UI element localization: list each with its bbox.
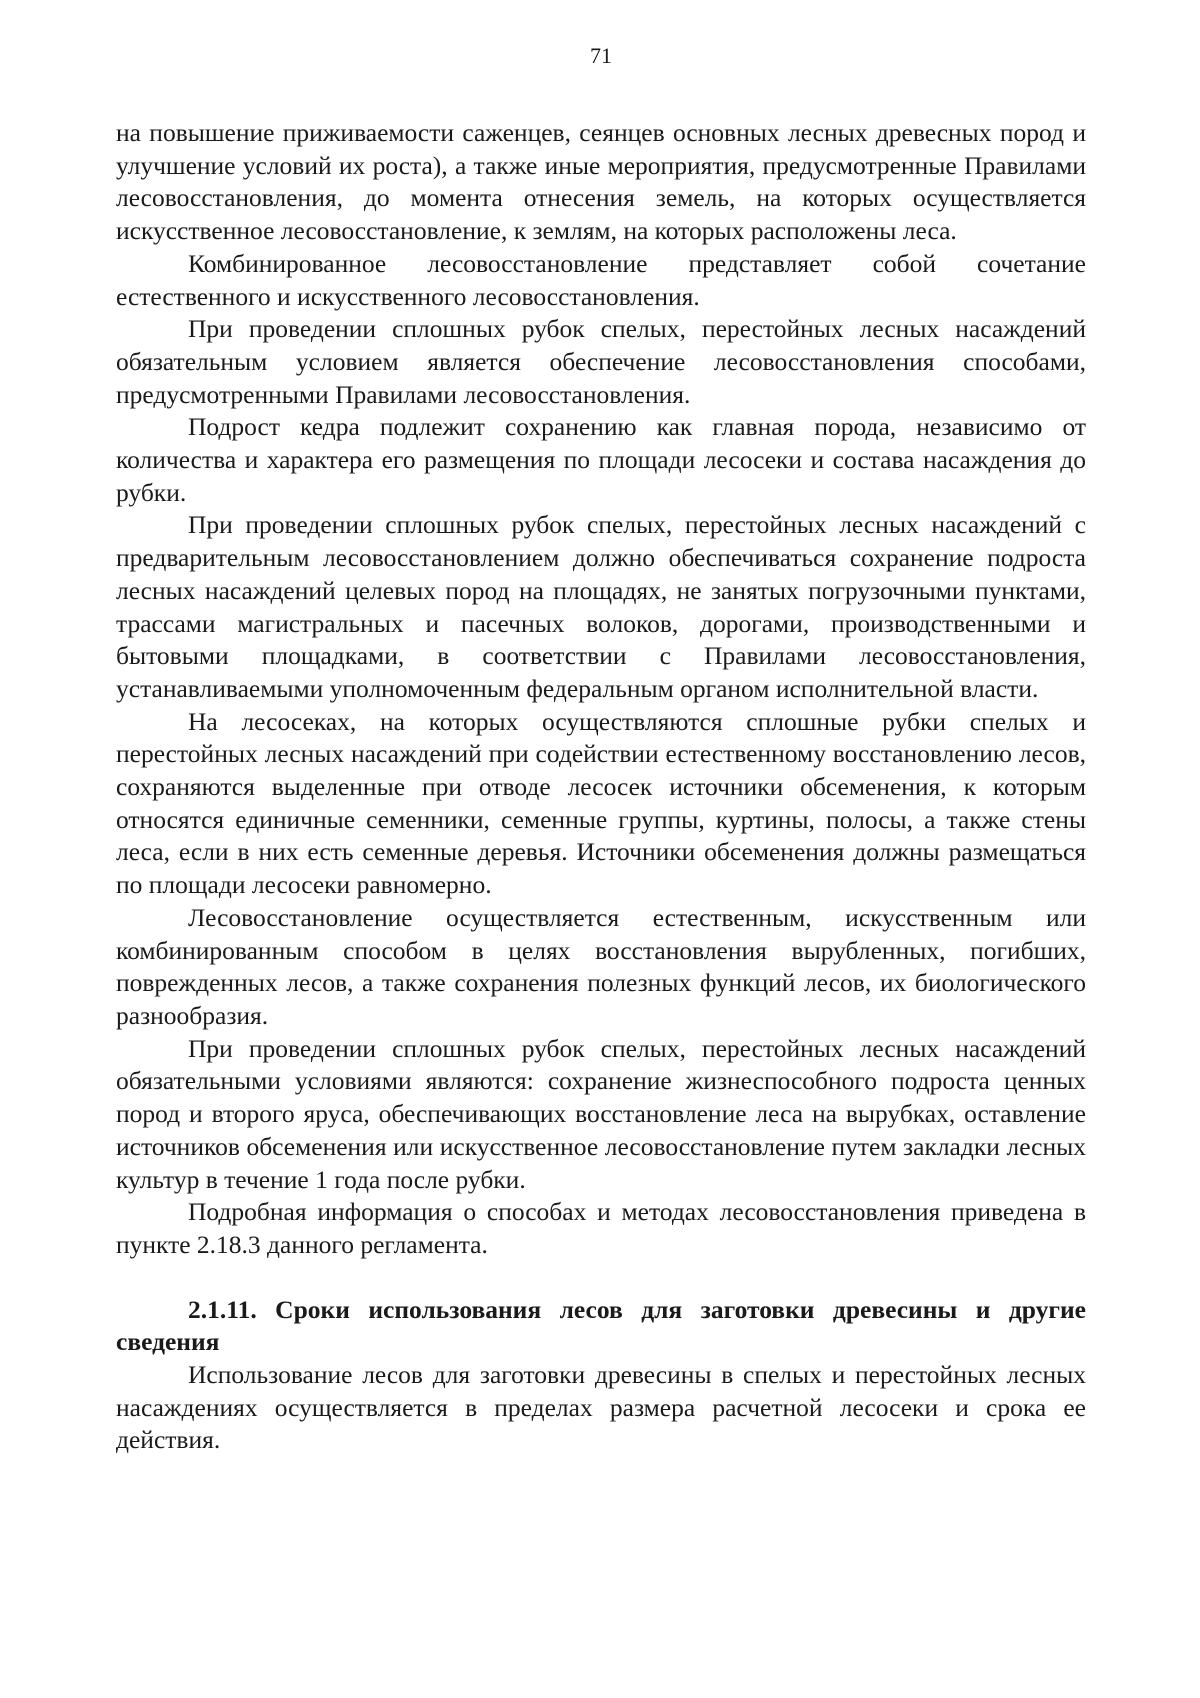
paragraph-preliminary-restoration: При проведении сплошных рубок спелых, перестойных лесных насаждений с предварительным лесовосстановлением должно обеспечиваться сохранение подроста лесных насаждений целевых пород на площадях, не занятых погрузочными пунктами, трассами магистральных и пасечных волоков, дорогами, производственными и бытовыми площадками, в соответствии с Правилами лесовосстановления, устанавливаемыми уполномоченным федеральным органом исполнительной власти. [116, 510, 1086, 703]
section-paragraph: Использование лесов для заготовки древесины в спелых и перестойных лесных насаждениях осуществляется в пределах размера расчетной лесосеки и срока ее действия. [116, 1360, 1086, 1455]
page-content [116, 117, 1086, 1457]
section-heading: 2.1.11. Сроки использования лесов для заготовки древесины и другие сведения [116, 1294, 1086, 1357]
paragraph-cedar-undergrowth: Подрост кедра подлежит сохранению как главная порода, независимо от количества и характера его размещения по площади лесосеки и состава насаждения до рубки. [116, 412, 1086, 507]
paragraph-restoration-methods: Лесовосстановление осуществляется естественным, искусственным или комбинированным способом в целях восстановления вырубленных, погибших, поврежденных лесов, а также сохранения полезных функций лесов, их биологического разнообразия. [116, 902, 1086, 1030]
paragraph-reference: Подробная информация о способах и методах лесовосстановления приведена в пункте 2.18.3 данного регламента. [116, 1197, 1086, 1259]
page-number: 71 [590, 43, 612, 68]
paragraph-mandatory-conditions: При проведении сплошных рубок спелых, перестойных лесных насаждений обязательными условиями являются: сохранение жизнеспособного подроста ценных пород и второго яруса, обеспечивающих восстановление леса на вырубках, оставление источников обсеменения или искусственное лесовосстановление путем закладки лесных культур в течение 1 года после рубки. [116, 1033, 1086, 1194]
paragraph-clear-cutting-conditions: При проведении сплошных рубок спелых, перестойных лесных насаждений обязательным условием является обеспечение лесовосстановления способами, предусмотренными Правилами лесовосстановления. [116, 314, 1086, 409]
paragraph-seeding-sources: На лесосеках, на которых осуществляются сплошные рубки спелых и перестойных лесных насаждений при содействии естественному восстановлению лесов, сохраняются выделенные при отводе лесосек источники обсеменения, к которым относятся единичные семенники, семенные группы, куртины, полосы, а также стены леса, если в них есть семенные деревья. Источники обсеменения должны размещаться по площади лесосеки равномерно. [116, 706, 1086, 900]
paragraph-combined-restoration: Комбинированное лесовосстановление представляет собой сочетание естественного и искусственного лесовосстановления. [116, 248, 1086, 311]
paragraph-continuation: на повышение приживаемости саженцев, сеянцев основных лесных древесных пород и улучшение условий их роста), а также иные мероприятия, предусмотренные Правилами лесовосстановления, до момента отнесения земель, на которых осуществляется искусственное лесовосстановление, к землям, на которых расположены леса. [116, 118, 1086, 246]
